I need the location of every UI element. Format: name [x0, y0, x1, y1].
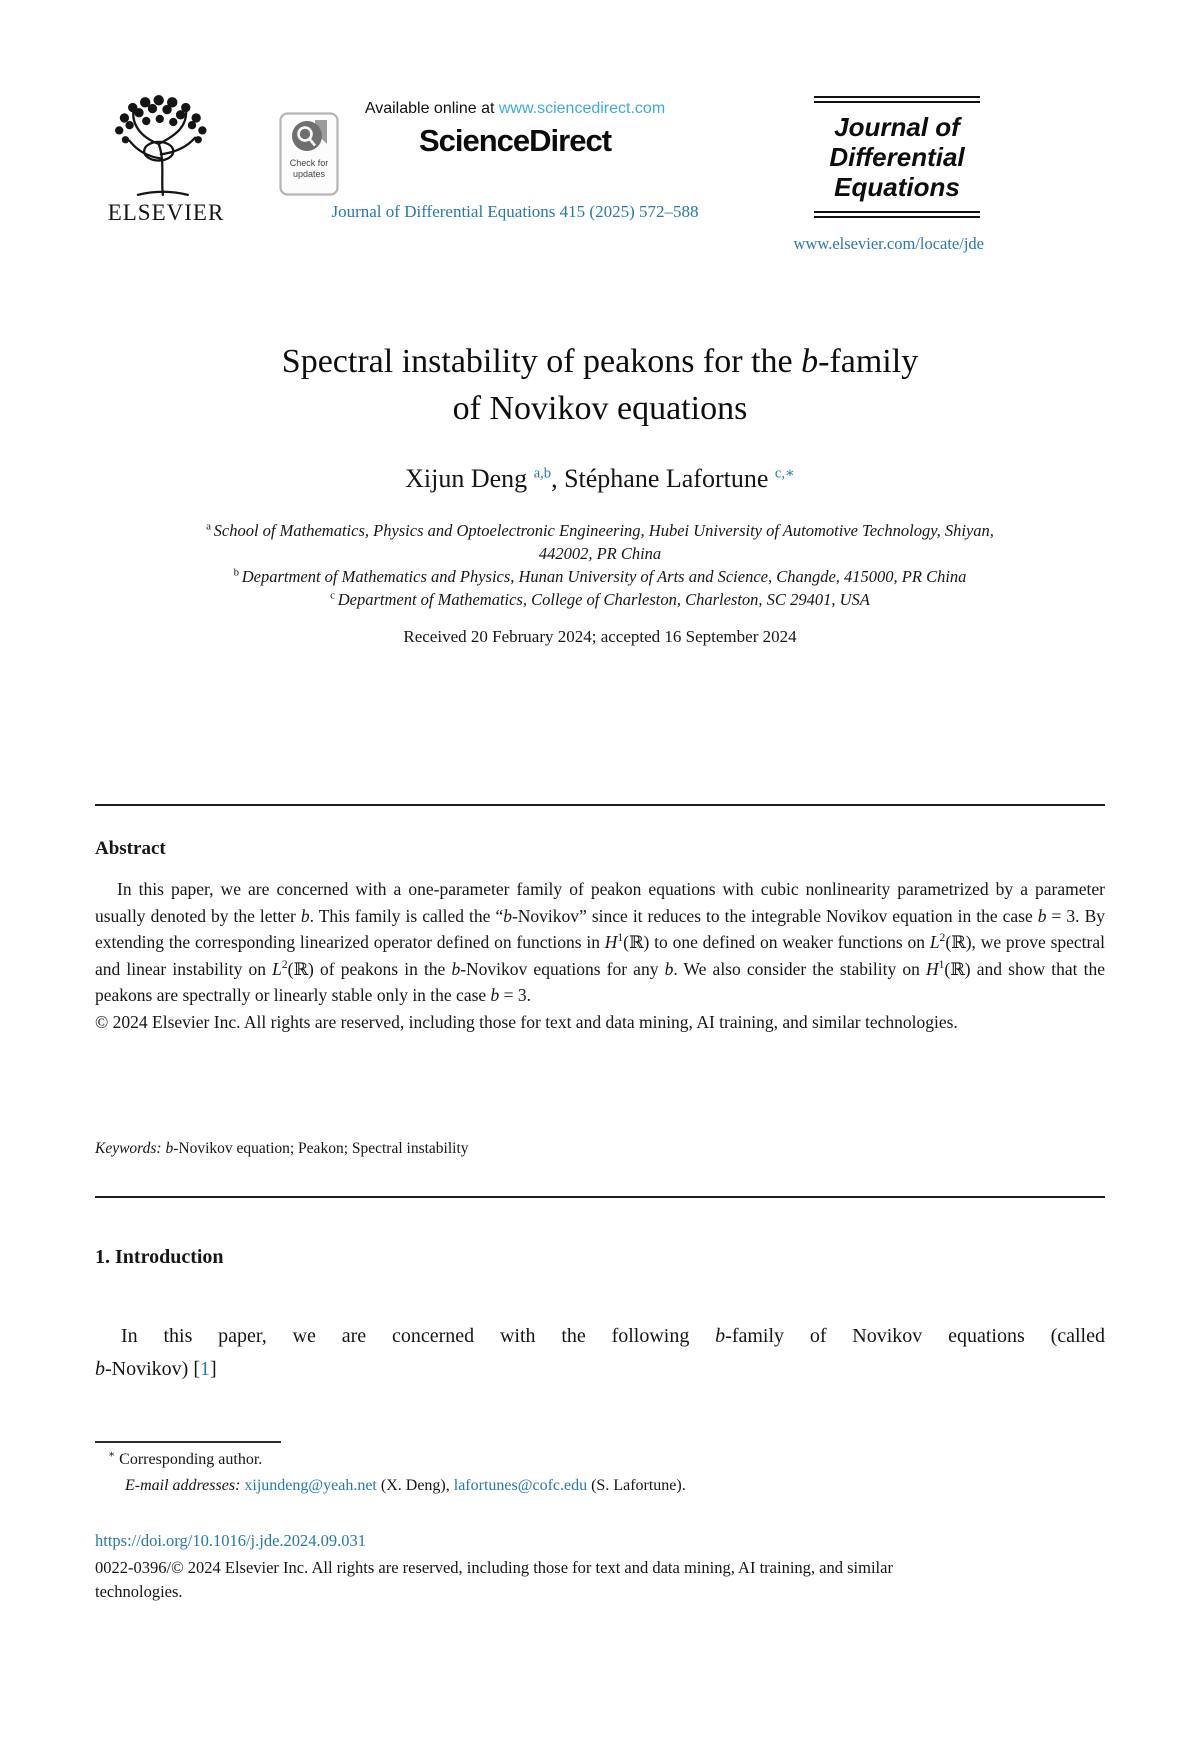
badge-label-line1: Check for — [289, 158, 329, 168]
elsevier-locate-link[interactable]: www.elsevier.com/locate/jde — [793, 234, 984, 253]
journal-box-line3: Equations — [834, 172, 960, 202]
email-addresses — [125, 1477, 686, 1495]
elsevier-tree-logo — [97, 94, 235, 198]
doi-link[interactable]: https://doi.org/10.1016/j.jde.2024.09.031 — [95, 1531, 367, 1550]
email-link-deng[interactable]: xijundeng@yeah.net — [244, 1477, 377, 1494]
abstract-text: In this paper, we are concerned with a one-parameter family of peakon equations with cubic nonlinearity parametrized by a parameter usually denoted by the letter b. This family is called the “b-Novikov” since it reduces to the integrable Novikov equation in the case b = 3. By extending the corresponding linearized operator defined on functions in $H^1(ℝ)$ to one defined on weaker functions on $L^2(ℝ)$, we prove spectral and linear instability on $L^2(ℝ)$ of peakons in the b-Novikov equations for any b. We also consider the stability on $H^1(ℝ)$ and show that the peakons are spectrally or linearly stable only in the case b = 3. © 2024 Elsevier Inc. All rights are reserved, including those for text and data mining, AI training, and similar technologies. — [95, 879, 1105, 1032]
affiliation-a: $^a$ School of Mathematics, Physics and Optoelectronic Engineering, Hubei University of Automotive Technology, Shiyan, 442002, PR China — [206, 520, 994, 563]
affiliation-b: $^b$ Department of Mathematics and Physics, Hunan University of Arts and Science, Changde, 415000, PR China — [233, 566, 967, 586]
copyright-line: 0022-0396/© 2024 Elsevier Inc. All rights are reserved, including those for text and data mining, AI training, and similar technologies. — [95, 1558, 893, 1601]
divider — [95, 1196, 1105, 1198]
corresponding-author-note: ∗ Corresponding author. — [108, 1449, 263, 1468]
sciencedirect-logo: ScienceDirect — [418, 123, 612, 158]
footnote-rule — [95, 1441, 281, 1443]
journal-box-line2: Differential — [829, 142, 965, 172]
journal-box-line1: Journal of — [834, 112, 960, 142]
intro-paragraph-line1: In this paper, we are concerned with the following b-family of Novikov equations (called — [121, 1325, 1105, 1347]
journal-title-box — [814, 96, 980, 218]
divider — [95, 804, 1105, 806]
journal-citation-link[interactable]: Journal of Differential Equations 415 (2025) 572–588 — [331, 202, 699, 221]
email-link-lafortune[interactable]: lafortunes@cofc.edu — [453, 1477, 588, 1494]
available-online-prefix: Available online at — [364, 100, 499, 117]
intro-paragraph-line2: b-Novikov) [1] — [95, 1358, 217, 1380]
article-title: Spectral instability of peakons for the b-family of Novikov equations — [281, 343, 919, 427]
keywords: Keywords: b-Novikov equation; Peakon; Spectral instability — [95, 1140, 469, 1157]
authors: Xijun Deng $^{a,b}$, Stéphane Lafortune $^{c,∗}$ — [405, 464, 795, 493]
affiliations — [95, 519, 1105, 611]
badge-label-line2: updates — [292, 169, 326, 179]
received-dates: Received 20 February 2024; accepted 16 September 2024 — [403, 627, 797, 646]
available-online-line — [290, 100, 740, 118]
section-heading-introduction: 1. Introduction — [95, 1246, 224, 1268]
elsevier-wordmark: ELSEVIER — [107, 200, 225, 225]
intro-paragraph — [95, 1320, 1105, 1386]
email-label: E-mail addresses: — [125, 1477, 241, 1494]
sciencedirect-link[interactable]: www.sciencedirect.com — [498, 100, 666, 117]
abstract-heading: Abstract — [95, 838, 166, 859]
email-mid-text: (X. Deng), — [376, 1477, 454, 1494]
affiliation-c: $^c$ Department of Mathematics, College of Charleston, Charleston, SC 29401, USA — [330, 589, 870, 609]
email-end-text: (S. Lafortune). — [587, 1477, 686, 1494]
